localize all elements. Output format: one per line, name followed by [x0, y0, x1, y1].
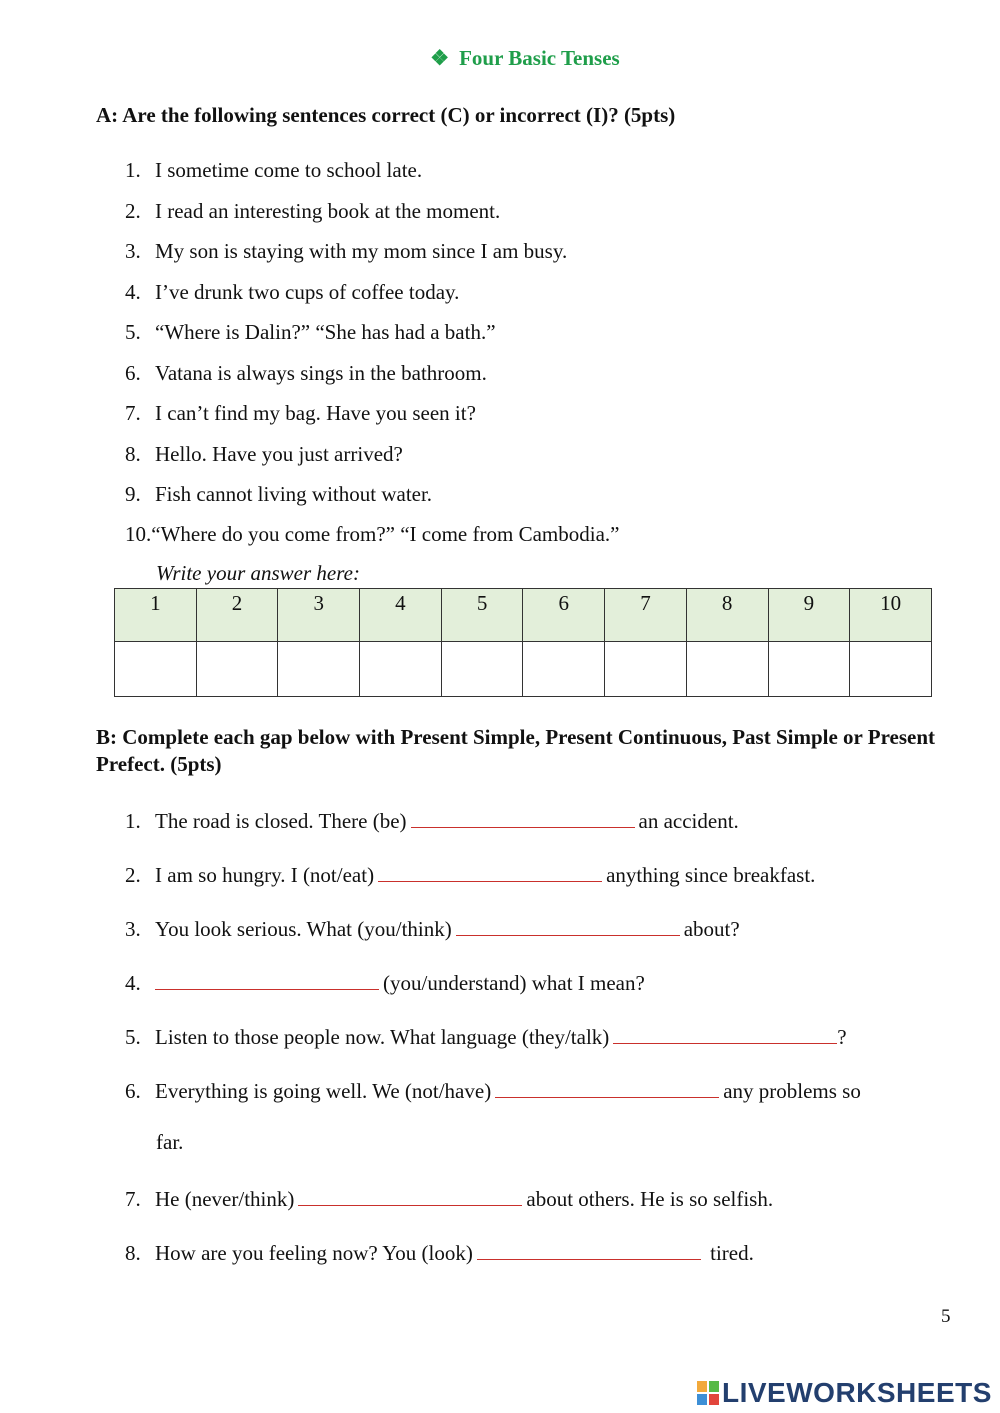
gap-blank-4[interactable] [155, 967, 379, 990]
answer-header-cell: 7 [605, 589, 687, 642]
answer-cell-3[interactable] [278, 642, 360, 697]
answer-cell-10[interactable] [850, 642, 932, 697]
answer-header-cell: 6 [523, 589, 605, 642]
question-a-2: 2. I read an interesting book at the moment. [125, 199, 501, 223]
answer-cell-8[interactable] [686, 642, 768, 697]
section-a-heading: A: Are the following sentences correct (C) or incorrect (I)? (5pts) [96, 103, 676, 127]
question-b-6-continuation: far. [156, 1130, 184, 1154]
section-b-heading: B: Complete each gap below with Present Simple, Present Continuous, Past Simple or Present Prefect. (5pts) [96, 725, 935, 776]
answer-header-cell: 5 [441, 589, 523, 642]
question-a-3: 3. My son is staying with my mom since I am busy. [125, 239, 568, 263]
answer-table-input-row [115, 642, 932, 697]
liveworksheets-logo-text: LIVEWORKSHEETS [722, 1377, 992, 1408]
question-b-8: 8. How are you feeling now? You (look) tired. [125, 1237, 754, 1266]
question-a-1: 1. I sometime come to school late. [125, 158, 423, 182]
question-b-4: 4. (you/understand) what I mean? [125, 967, 645, 996]
answer-header-cell: 2 [196, 589, 278, 642]
answer-header-cell: 9 [768, 589, 850, 642]
answer-table-header-row [115, 589, 932, 642]
question-a-4: 4. I’ve drunk two cups of coffee today. [125, 280, 460, 304]
question-a-5: 5. “Where is Dalin?” “She has had a bath.” [125, 320, 496, 344]
question-b-7: 7. He (never/think) about others. He is so selfish. [125, 1183, 773, 1212]
answer-cell-5[interactable] [441, 642, 523, 697]
title-text: Four Basic Tenses [459, 46, 620, 70]
page-number: 5 [941, 1306, 951, 1327]
answer-cell-1[interactable] [115, 642, 197, 697]
worksheet-title [0, 46, 1000, 71]
gap-blank-6[interactable] [495, 1075, 719, 1098]
question-a-9: 9. Fish cannot living without water. [125, 482, 433, 506]
question-b-6: 6. Everything is going well. We (not/have) any problems so [125, 1075, 861, 1104]
gap-blank-8[interactable] [477, 1237, 701, 1260]
question-b-3: 3. You look serious. What (you/think) about? [125, 913, 740, 942]
liveworksheets-logo-icon [697, 1381, 719, 1405]
question-b-1: 1. The road is closed. There (be) an accident. [125, 805, 739, 834]
answer-header-cell: 3 [278, 589, 360, 642]
answer-header-cell: 8 [686, 589, 768, 642]
answer-cell-2[interactable] [196, 642, 278, 697]
gap-blank-1[interactable] [411, 805, 635, 828]
gap-blank-5[interactable] [613, 1021, 837, 1044]
question-a-10: 10.“Where do you come from?” “I come from Cambodia.” [125, 522, 620, 546]
gap-blank-3[interactable] [456, 913, 680, 936]
question-b-2: 2. I am so hungry. I (not/eat) anything since breakfast. [125, 859, 815, 888]
answer-cell-9[interactable] [768, 642, 850, 697]
answer-instruction: Write your answer here: [156, 561, 360, 585]
liveworksheets-logo [697, 1377, 992, 1409]
question-a-6: 6. Vatana is always sings in the bathroom. [125, 361, 487, 385]
gap-blank-2[interactable] [378, 859, 602, 882]
answer-table [114, 588, 932, 697]
answer-header-cell: 4 [360, 589, 442, 642]
answer-header-cell: 1 [115, 589, 197, 642]
question-b-5: 5. Listen to those people now. What language (they/talk) ? [125, 1021, 847, 1050]
answer-cell-6[interactable] [523, 642, 605, 697]
gap-blank-7[interactable] [298, 1183, 522, 1206]
question-a-7: 7. I can’t find my bag. Have you seen it? [125, 401, 476, 425]
answer-cell-4[interactable] [360, 642, 442, 697]
answer-cell-7[interactable] [605, 642, 687, 697]
question-a-8: 8. Hello. Have you just arrived? [125, 442, 403, 466]
diamond-bullet-icon: ❖ [430, 46, 450, 70]
answer-header-cell: 10 [850, 589, 932, 642]
